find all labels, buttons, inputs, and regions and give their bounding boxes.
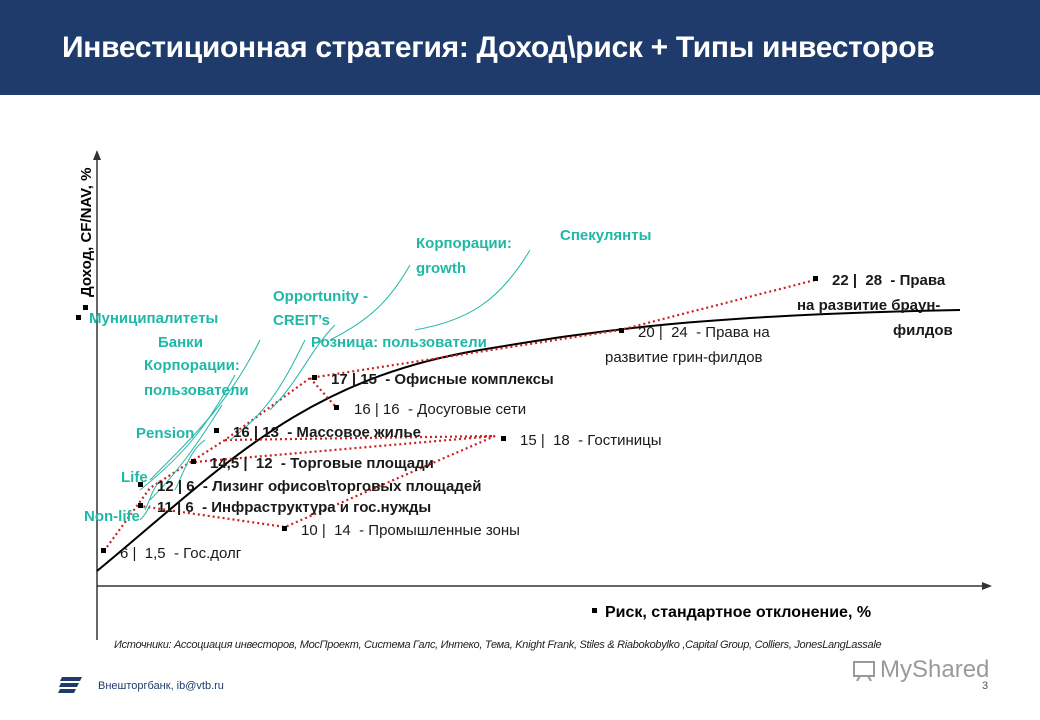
- sources-note: Источники: Ассоциация инвесторов, МосПроект, Система Галс, Интеко, Тема, Knight Frank, Stiles & Riabokobylko ,Capital Group, Colliers, JonesLangLassale: [114, 639, 882, 651]
- page-title: Инвестиционная стратегия: Доход\риск + Типы инвесторов: [62, 31, 935, 64]
- marker-16-13: [214, 428, 219, 433]
- investor-corporations-users-2: пользователи: [144, 382, 249, 399]
- asset-label-brownfield: 22 | 28 - Права: [832, 272, 946, 289]
- investor-non-life: Non-life: [84, 508, 140, 525]
- investor-municipalities: Муниципалитеты: [76, 309, 218, 328]
- marker-22-28: [813, 276, 818, 281]
- asset-label-brownfield-3: филдов: [893, 322, 953, 339]
- y-axis-label: Доход, CF/NAV, %: [78, 168, 95, 310]
- asset-label-infrastructure: 11 | 6 - Инфраструктура и гос.нужды: [157, 499, 432, 516]
- watermark-board-icon: [852, 660, 876, 682]
- marker-10-14: [282, 526, 287, 531]
- asset-label-brownfield-2: на развитие браун-: [797, 297, 941, 314]
- asset-label-industrial: 10 | 14 - Промышленные зоны: [301, 522, 520, 539]
- marker-17-15: [312, 375, 317, 380]
- marker-14-12: [191, 459, 196, 464]
- x-axis-label: Риск, стандартное отклонение, %: [592, 604, 871, 622]
- asset-label-greenfield: 20 | 24 - Права на: [638, 324, 770, 341]
- asset-label-retail: 14,5 | 12 - Торговые площади: [210, 455, 434, 472]
- asset-label-housing: 16 | 13 - Массовое жилье: [233, 424, 421, 441]
- vtb-logo-icon: [58, 674, 84, 696]
- x-axis-arrow: [982, 582, 992, 590]
- asset-label-govdebt: 6 | 1,5 - Гос.долг: [120, 545, 242, 562]
- marker-15-18: [501, 436, 506, 441]
- investor-corporations-users-1: Корпорации:: [144, 357, 240, 374]
- asset-label-leisure: 16 | 16 - Досуговые сети: [354, 401, 527, 418]
- investor-speculators: Спекулянты: [560, 227, 652, 244]
- investor-banks: Банки: [158, 334, 203, 351]
- investor-retail-users: Розница: пользователи: [311, 334, 487, 351]
- asset-label-offices: 17 | 15 - Офисные комплексы: [331, 371, 554, 388]
- watermark-text: MyShared: [880, 656, 990, 683]
- asset-label-greenfield-2: развитие грин-филдов: [605, 349, 763, 366]
- investor-life: Life: [121, 469, 148, 486]
- y-axis-arrow: [93, 150, 101, 160]
- x-axis-bullet: [592, 608, 597, 613]
- investor-corporations-growth-2: growth: [416, 260, 466, 277]
- marker-16-16: [334, 405, 339, 410]
- marker-6-1-5: [101, 548, 106, 553]
- investor-corporations-growth-1: Корпорации:: [416, 235, 512, 252]
- investor-opportunity-2: CREIT’s: [273, 312, 330, 329]
- footer-contact: Внешторгбанк, ib@vtb.ru: [98, 680, 224, 692]
- municipalities-bullet: [76, 315, 81, 320]
- page-number: 3: [982, 680, 989, 692]
- investor-opportunity-1: Opportunity -: [273, 288, 368, 305]
- marker-20-24: [619, 328, 624, 333]
- investor-pension: Pension: [136, 425, 195, 442]
- asset-label-hotels: 15 | 18 - Гостиницы: [520, 432, 662, 449]
- asset-label-leasing: 12 | 6 - Лизинг офисов\торговых площадей: [157, 478, 482, 495]
